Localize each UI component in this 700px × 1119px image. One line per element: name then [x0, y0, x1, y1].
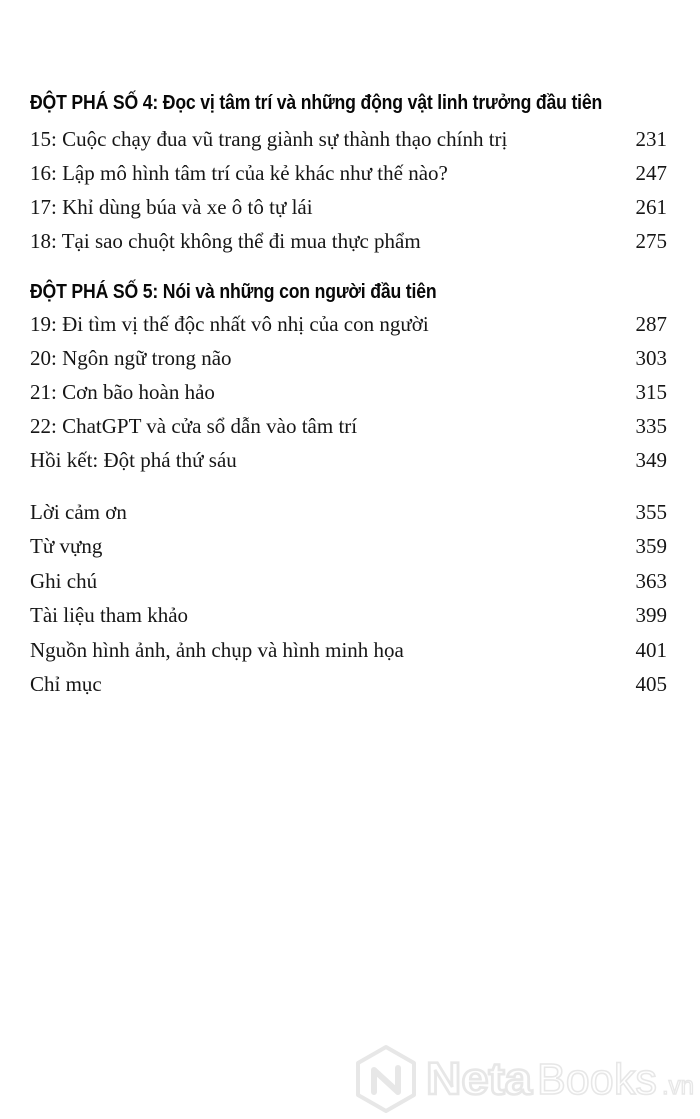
toc-item-title: Hồi kết: Đột phá thứ sáu [30, 448, 237, 472]
watermark-brand-suffix: Books [537, 1055, 657, 1104]
toc-row [30, 533, 667, 559]
toc-row [30, 413, 667, 439]
toc-item-page-number: 231 [635, 127, 667, 151]
toc-item-page-number: 399 [635, 603, 667, 627]
toc-row [30, 160, 667, 186]
toc-item-page-number: 287 [635, 312, 667, 336]
toc-item-title: 20: Ngôn ngữ trong não [30, 346, 232, 370]
toc-item-title: 22: ChatGPT và cửa sổ dẫn vào tâm trí [30, 414, 358, 438]
toc-row [30, 602, 667, 628]
watermark-domain: .vn [662, 1072, 694, 1100]
toc-item-title: Nguồn hình ảnh, ảnh chụp và hình minh họa [30, 638, 404, 662]
toc-item-page-number: 363 [635, 569, 667, 593]
toc-row [30, 345, 667, 371]
toc-item-title: 15: Cuộc chạy đua vũ trang giành sự thành thạo chính trị [30, 127, 508, 151]
section-header-text: ĐỘT PHÁ SỐ 5: Nói và những con người đầu tiên [30, 280, 437, 303]
toc-row [30, 671, 667, 697]
toc-row [30, 228, 667, 254]
section-header-dot-pha-5 [30, 279, 680, 307]
toc-row [30, 447, 667, 473]
toc-row [30, 568, 667, 594]
toc-row [30, 194, 667, 220]
toc-item-page-number: 359 [635, 534, 667, 558]
toc-item-page-number: 275 [635, 229, 667, 253]
toc-row [30, 126, 667, 152]
toc-item-title: Ghi chú [30, 569, 98, 593]
toc-item-page-number: 349 [635, 448, 667, 472]
toc-item-page-number: 261 [635, 195, 667, 219]
toc-row [30, 499, 667, 525]
toc-item-title: 17: Khỉ dùng búa và xe ô tô tự lái [30, 195, 313, 219]
toc-item-title: 21: Cơn bão hoàn hảo [30, 380, 215, 404]
toc-item-page-number: 303 [635, 346, 667, 370]
toc-item-page-number: 335 [635, 414, 667, 438]
toc-item-page-number: 355 [635, 500, 667, 524]
toc-item-title: 19: Đi tìm vị thế độc nhất vô nhị của con người [30, 312, 429, 336]
toc-item-title: Chỉ mục [30, 672, 102, 696]
toc-row [30, 379, 667, 405]
netabooks-watermark [353, 1043, 698, 1115]
toc-item-title: Tài liệu tham khảo [30, 603, 189, 627]
toc-item-title: Từ vựng [30, 534, 103, 558]
toc-item-title: 16: Lập mô hình tâm trí của kẻ khác như thế nào? [30, 161, 448, 185]
watermark-brand-prefix: Neta [426, 1053, 534, 1104]
section-header-dot-pha-4 [30, 90, 680, 118]
toc-row [30, 311, 667, 337]
toc-item-title: Lời cảm ơn [30, 500, 127, 524]
toc-item-title: 18: Tại sao chuột không thể đi mua thực phẩm [30, 229, 421, 253]
toc-item-page-number: 315 [635, 380, 667, 404]
toc-row [30, 637, 667, 663]
toc-item-page-number: 247 [635, 161, 667, 185]
toc-item-page-number: 405 [635, 672, 667, 696]
toc-item-page-number: 401 [635, 638, 667, 662]
netabooks-hexagon-n-icon [358, 1047, 414, 1111]
section-header-text: ĐỘT PHÁ SỐ 4: Đọc vị tâm trí và những động vật linh trưởng đầu tiên [30, 91, 603, 114]
